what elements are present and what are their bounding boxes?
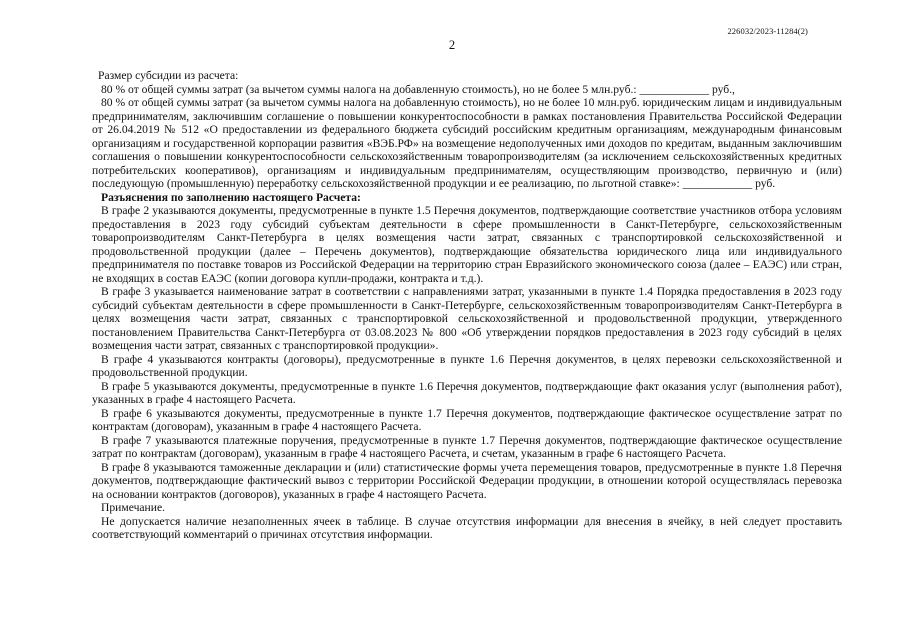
document-number: 226032/2023-11284(2)	[727, 26, 808, 36]
column-7-explanation: В графе 7 указываются платежные поручения, предусмотренные в пункте 1.7 Перечня документов, подтверждающие фактическое осуществление затрат по контрактам (договорам), указанным в графе 4 настоящего Расчета, и счетам, указанным в графе 6 настоящего Расчета.	[92, 433, 842, 460]
column-4-explanation: В графе 4 указываются контракты (договоры), предусмотренные в пункте 1.6 Перечня документов, в целях перевозки сельскохозяйственной и продовольственной продукции.	[92, 352, 842, 379]
note-heading: Примечание.	[101, 501, 165, 514]
column-5-explanation: В графе 5 указываются документы, предусмотренные в пункте 1.6 Перечня документов, подтверждающие факт оказания услуг (выполнения работ), указанных в графе 4 настоящего Расчета.	[92, 379, 842, 406]
column-6-explanation: В графе 6 указываются документы, предусмотренные в пункте 1.7 Перечня документов, подтверждающие фактическое осуществление затрат по контрактам (договорам), указанным в графе 4 настоящего Расчета.	[92, 406, 842, 433]
column-3-explanation: В графе 3 указывается наименование затрат в соответствии с направлениями затрат, указанными в пункте 1.4 Порядка предоставления в 2023 году субсидий субъектам деятельности в сфере промышленности в Санкт-Петербурге, сельскохозяйственным товаропроизводителям Санкт-Петербурга в целях возмещения части затрат, связанных с транспортировкой сельскохозяйственной и продовольственной продукции, утвержденного постановлением Правительства Санкт-Петербурга от 03.08.2023 № 800 «Об утверждении порядков предоставления в 2023 году субсидий в целях возмещения части затрат, связанных с транспортировкой продукции».	[92, 285, 842, 352]
subsidy-size-heading: Размер субсидии из расчета:	[98, 69, 239, 82]
subsidy-option-5mln: 80 % от общей суммы затрат (за вычетом суммы налога на добавленную стоимость), но не более 5 млн.руб.: ____________ руб.,	[101, 82, 735, 96]
column-2-explanation: В графе 2 указываются документы, предусмотренные в пункте 1.5 Перечня документов, подтверждающие соответствие участников отбора условиям предоставления в 2023 году субсидий субъектам деятельности в сфере промышленности в Санкт-Петербурге, сельскохозяйственным товаропроизводителям Санкт-Петербурга в целях возмещения части затрат, связанных с транспортировкой сельскохозяйственной и продовольственной продукции (далее – Перечень документов), подтверждающие обязательства юридического лица или индивидуального предпринимателя по поставке товаров из Российской Федерации на территорию стран Евразийского экономического союза (далее – ЕАЭС) или стран, не входящих в состав ЕАЭС (копии договора купли-продажи, контракта и т.д.).	[92, 204, 842, 285]
document-body	[92, 69, 842, 542]
note-text: Не допускается наличие незаполненных ячеек в таблице. В случае отсутствия информации для внесения в ячейку, в ней следует проставить соответствующий комментарий о причинах отсутствия информации.	[92, 514, 842, 541]
subsidy-option-10mln: 80 % от общей суммы затрат (за вычетом суммы налога на добавленную стоимость), но не более 10 млн.руб. юридическим лицам и индивидуальным предпринимателям, заключившим соглашение о повышении конкурентоспособности в рамках постановления Правительства Российской Федерации от 26.04.2019 № 512 «О предоставлении из федерального бюджета субсидий российским кредитным организациям, международным финансовым организациям и государственной корпорации развития «ВЭБ.РФ» на возмещение недополученных ими доходов по кредитам, выданным заключившим соглашения о повышении конкурентоспособности сельскохозяйственным товаропроизводителям (за исключением сельскохозяйственных кредитных потребительских кооперативов), организациям и индивидуальным предпринимателям, осуществляющим производство, первичную и (или) последующую (промышленную) переработку сельскохозяйственной продукции и ее реализацию, по льготной ставке»: ____________ руб.	[92, 96, 842, 190]
column-8-explanation: В графе 8 указываются таможенные декларации и (или) статистические формы учета перемещения товаров, предусмотренные в пункте 1.8 Перечня документов, подтверждающие фактический вывоз с территории Российской Федерации продукции, в отношении которой осуществлялась перевозка на основании контрактов (договоров), указанных в графе 4 настоящего Расчета.	[92, 460, 842, 501]
explanations-heading: Разъяснения по заполнению настоящего Расчета:	[101, 190, 361, 204]
page-number: 2	[448, 38, 456, 52]
